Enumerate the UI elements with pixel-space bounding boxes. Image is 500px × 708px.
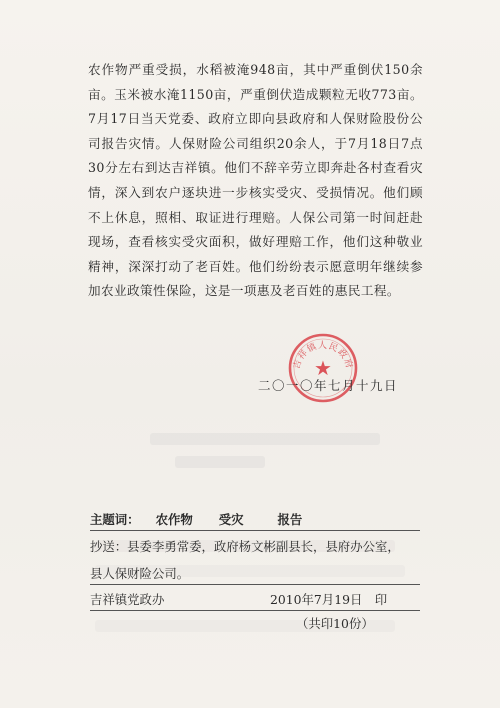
divider	[90, 530, 420, 531]
subject-keyword: 受灾	[218, 512, 244, 527]
document-date: 二〇一〇年七月十九日	[258, 378, 399, 393]
seal-text: 吉祥镇人民政府	[291, 341, 355, 371]
copies-count: （共印10份）	[296, 616, 374, 631]
subject-line	[90, 510, 302, 528]
body-text	[88, 58, 423, 304]
cc-line: 抄送：县委李勇常委，政府杨文彬副县长，县府办公室，	[90, 539, 400, 554]
cc-line: 县人保财险公司。	[90, 566, 190, 581]
svg-text:★: ★	[314, 356, 332, 380]
issue-date: 2010年7月19日 印	[270, 592, 388, 607]
body-paragraph: 农作物严重受损，水稻被淹948亩，其中严重倒伏150余亩。玉米被水淹1150亩，严重倒伏造成颗粒无收773亩。7月17日当天党委、政府立即向县政府和人保财险股份公司报告灾情。人保财险公司组织20余人，于7月18日7点30分左右到达吉祥镇。他们不辞辛劳立即奔赴各村查看灾情，深入到农户逐块进一步核实受灾、受损情况。他们顾不上休息，照相、取证进行理赔。人保公司第一时间赶赴现场，查看核实受灾面积，做好理赔工作，他们这种敬业精神，深深打动了老百姓。他们纷纷表示愿意明年继续参加农业政策性保险，这是一项惠及老百姓的惠民工程。	[88, 62, 423, 299]
divider	[90, 610, 420, 611]
subject-label: 主题词：	[90, 512, 140, 527]
subject-keyword: 农作物	[155, 512, 193, 527]
subject-keyword: 报告	[277, 512, 303, 527]
divider	[90, 584, 420, 585]
issuer: 吉祥镇党政办	[90, 592, 165, 607]
